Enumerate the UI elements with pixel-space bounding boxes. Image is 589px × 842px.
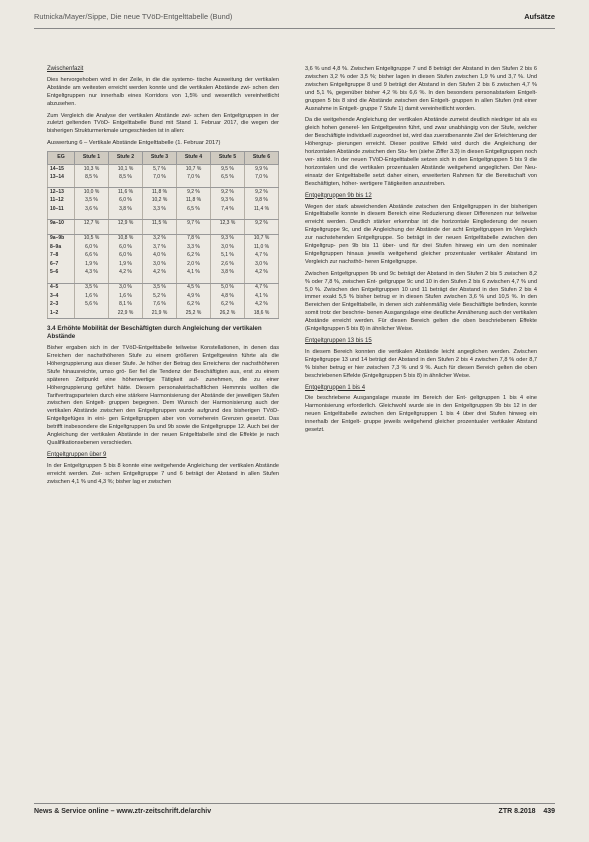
table-cell: 3,0 %: [245, 261, 279, 270]
table-row-label: 12–13: [48, 188, 75, 197]
table-cell: 9,7 %: [177, 220, 211, 229]
table-cell: 6,2 %: [177, 301, 211, 310]
table-cell: 9,3 %: [211, 197, 245, 206]
table-cell: 3,8 %: [211, 269, 245, 278]
table-cell: 11,0 %: [245, 243, 279, 252]
right-paragraph-6: Die beschriebene Ausgangslage musste im Bereich der Ent- geltgruppen 1 bis 4 eine Harmonisierung erforderlich. Gleichwohl wurde sie in den Entgeltgruppen 9b bis 12 in der neuen Entgelttabelle zwischen den Entgeltgruppen 1 bis 4 über drei Stufen hinweg ein innerhalb der Entgelt- gruppe jeweils weitgehend gleicher prozentualer vertikaler Abstand gesetzt.: [305, 395, 537, 434]
table-header-cell: Stufe 2: [109, 152, 143, 165]
table-cell: 4,2 %: [245, 301, 279, 310]
running-title: Rutnicka/Mayer/Sippe, Die neue TVöD-Entgelttabelle (Bund): [34, 12, 233, 21]
table-cell: 7,8 %: [177, 234, 211, 243]
table-cell: 3,0 %: [143, 261, 177, 270]
table-row: [48, 261, 279, 270]
table-cell: 3,0 %: [109, 283, 143, 292]
table-row: [48, 292, 279, 301]
table-cell: 4,7 %: [245, 283, 279, 292]
table-row-label: 9a–9b: [48, 234, 75, 243]
table-row-label: 14–15: [48, 165, 75, 174]
table-cell: 6,5 %: [211, 174, 245, 183]
table-caption: Auswertung 6 – Vertikale Abstände Entgelttabelle (1. Februar 2017): [47, 140, 221, 147]
table-cell: 10,5 %: [75, 234, 109, 243]
table-row: [48, 301, 279, 310]
header-rule: [34, 28, 555, 29]
table-cell: 4,3 %: [75, 269, 109, 278]
table-header-cell: Stufe 6: [245, 152, 279, 165]
table-cell: 5,7 %: [143, 165, 177, 174]
table-cell: 12,7 %: [75, 220, 109, 229]
table-cell: 10,2 %: [143, 197, 177, 206]
table-cell: 9,2 %: [177, 188, 211, 197]
table-row: [48, 220, 279, 229]
table-cell: 6,2 %: [177, 252, 211, 261]
right-paragraph-1: 3,6 % und 4,8 %. Zwischen Entgeltgruppe 7 und 8 beträgt der Abstand in den Stufen 2 bis 6 zwischen 3,2 % oder 3,5 %; bisher lagen in diesen Stufen zwischen 1,9 % und 3,7 %. Und zwischen Entgeltgruppe 8 und 9 beträgt der Abstand in den Stufen 2 bis 6 zwischen 4,7 % und 5,1 %, gegenüber bisher 4,2 % bis 6,6 %. In den besonders personalstarken Entgelt- gruppen 5 bis 8 sind die Abstände zwischen den Entgelt- gruppen in allen Stufen (mit einer Ausnahme in Entgelt- gruppe 7 Stufe 1) damit vereinheitlicht worden.: [305, 66, 537, 112]
table-cell: 1,9 %: [109, 261, 143, 270]
table-cell: 10,8 %: [109, 234, 143, 243]
running-header: [34, 12, 555, 26]
table-cell: 5,1 %: [211, 252, 245, 261]
table-cell: 4,7 %: [245, 252, 279, 261]
table-cell: 5,6 %: [75, 301, 109, 310]
table-cell: 11,4 %: [245, 206, 279, 215]
table-cell: 4,2 %: [143, 269, 177, 278]
table-cell: 12,9 %: [109, 220, 143, 229]
table-cell: 3,5 %: [143, 283, 177, 292]
table-row-label: 7–8: [48, 252, 75, 261]
table-cell: 3,7 %: [143, 243, 177, 252]
table-cell: 9,2 %: [245, 220, 279, 229]
table-cell: 9,5 %: [211, 165, 245, 174]
table-cell: 26,2 %: [211, 309, 245, 318]
table-cell: 6,0 %: [75, 243, 109, 252]
table-cell: 10,7 %: [177, 165, 211, 174]
table-cell: 9,2 %: [245, 188, 279, 197]
table-cell: 7,0 %: [245, 174, 279, 183]
table-row: [48, 197, 279, 206]
table-cell: 11,8 %: [143, 188, 177, 197]
table-cell: 7,0 %: [177, 174, 211, 183]
table-cell: 10,0 %: [75, 188, 109, 197]
table-row: [48, 309, 279, 318]
table-cell: 3,0 %: [211, 243, 245, 252]
table-cell: 10,1 %: [109, 165, 143, 174]
table-cell: [75, 309, 109, 318]
table-cell: 7,0 %: [143, 174, 177, 183]
footer-rule: [34, 803, 555, 804]
table-cell: 10,7 %: [245, 234, 279, 243]
table-cell: 10,3 %: [75, 165, 109, 174]
table-header-cell: EG: [48, 152, 75, 165]
right-subheading-1-4: Entgeltgruppen 1 bis 4: [305, 384, 366, 391]
table-cell: 9,8 %: [245, 197, 279, 206]
section-label: Aufsätze: [524, 12, 555, 21]
footer-archive-link[interactable]: News & Service online – www.ztr-zeitschrift.de/archiv: [34, 808, 212, 815]
table-cell: 18,6 %: [245, 309, 279, 318]
right-paragraph-3: Wegen der stark abweichenden Abstände zwischen den Entgeltgruppen in der bisherigen Entgelttabelle konnte in diesem Bereich eine Reduzierung dieser Differenzen nur teilweise erreicht werden. Deutlich stärker erkennbar ist die horizontale Eingliederung der neuen Entgeltgruppe 9c, und die Angleichung der Abstände der acht Entgeltgruppen im Vergleich zur nachstehenden Entgeltgruppe. So beträgt in der neuen Entgelttabelle zwischen den Entgeltgrup- pen 9b bis 11 über- und für drei Stufen hinweg ein um den nominaler Entgeltgruppen hinaus jeweils weitgehend gleicher prozentualer vertikaler Abstand im Vergleich zur nachsthö- heren Entgeltgruppe.: [305, 203, 537, 265]
left-paragraph-4: In der Entgeltgruppen 5 bis 8 konnte eine weitgehende Angleichung der vertikalen Abstände erreicht werden. Zwi- schen Entgeltgruppe 7 und 6 beträgt der Abstand in allen Stufen zwischen 4,1 % und 4,3 %; bisher lag er zwischen: [47, 462, 279, 485]
table-cell: 4,2 %: [109, 269, 143, 278]
table-body: [48, 165, 279, 319]
footer-issue-number: 8.2018: [514, 808, 536, 815]
table-cell: 3,2 %: [143, 234, 177, 243]
table-cell: 8,5 %: [109, 174, 143, 183]
table-cell: 4,1 %: [245, 292, 279, 301]
table-cell: 11,8 %: [177, 197, 211, 206]
footer-journal: ZTR: [498, 808, 513, 815]
table-header-cell: Stufe 5: [211, 152, 245, 165]
table-cell: 4,8 %: [211, 292, 245, 301]
table-cell: 6,6 %: [75, 252, 109, 261]
table-row-label: 5–6: [48, 269, 75, 278]
table-row: [48, 234, 279, 243]
table-cell: 25,2 %: [177, 309, 211, 318]
right-subheading-13-15: Entgeltgruppen 13 bis 15: [305, 338, 372, 344]
page-number: 439: [543, 808, 555, 815]
table-cell: 8,1 %: [109, 301, 143, 310]
table-row-label: 13–14: [48, 174, 75, 183]
table-cell: 2,6 %: [211, 261, 245, 270]
table-row-label: 9a–10: [48, 220, 75, 229]
table-cell: 6,0 %: [109, 243, 143, 252]
left-paragraph-2: Zum Vergleich die Analyse der vertikalen Abstände zwi- schen den Entgeltgruppen in der zuletzt geltenden TVöD- Entgelttabelle Bund mit Stand 1. Februar 2017, die wegen der bisherigen Strukturmerkmale umgeschieden ist in allen:: [47, 112, 279, 135]
right-paragraph-5: In diesem Bereich konnten die vertikalen Abstände leicht angeglichen werden. Zwischen Entgeltgruppe 13 und 14 beträgt der Abstand in den Stufen 2 bis 4 zwischen 7,8 % oder 8,7 % bisher betrug er hier zwischen 7,3 % und 9 %. Auch für diesen Bereich gelten die oben beschriebenen Effekte (Entgeltgruppen 5 bis 8) in ähnlicher Weise.: [305, 348, 537, 379]
table-header-cell: Stufe 3: [143, 152, 177, 165]
table-cell: 2,0 %: [177, 261, 211, 270]
left-subheading-interim: Zwischenfazit: [47, 66, 84, 72]
table-cell: 7,4 %: [211, 206, 245, 215]
table-cell: 9,9 %: [245, 165, 279, 174]
left-column: [47, 66, 279, 490]
table-cell: 6,2 %: [211, 301, 245, 310]
table-cell: 3,3 %: [143, 206, 177, 215]
table-cell: 5,2 %: [143, 292, 177, 301]
table-cell: 4,1 %: [177, 269, 211, 278]
table-cell: 9,2 %: [211, 188, 245, 197]
page-footer: [34, 808, 555, 815]
section-heading-3-4: 3.4 Erhöhte Mobilität der Beschäftigten durch Angleichung der vertikalen Abstände: [47, 325, 262, 341]
left-subheading-groups: Entgeltgruppen über 9: [47, 451, 107, 458]
table-cell: 5,0 %: [211, 283, 245, 292]
table-cell: 3,6 %: [75, 206, 109, 215]
table-row-label: 8–9a: [48, 243, 75, 252]
vertical-distances-table: [47, 151, 279, 319]
table-cell: 6,0 %: [109, 252, 143, 261]
table-cell: 3,5 %: [75, 197, 109, 206]
table-cell: 3,5 %: [75, 283, 109, 292]
right-subheading-9b-12: Entgeltgruppen 9b bis 12: [305, 192, 372, 199]
right-column: [305, 66, 537, 439]
right-paragraph-4: Zwischen Entgeltgruppen 9b und 9c beträgt der Abstand in den Stufen 2 bis 5 zwischen 8,2 % oder 7,8 %, zwischen Ent- geltgruppe 9c und 10 in den Stufen 2 bis 6 zwischen 4,7 % und 5,0 %. Zwischen den Entgeltgruppen 10 und 11 beträgt der Abstand in den Stufen 2 bis 4 immer exakt 5,5 % bisher betrug er in diesen Stufen zwischen 3,6 % und 10,5 %. In den Bereichen der Entgelttabelle, in denen sich zahlenmäßig viele Beschäftigte befinden, konnte somit trotz der beschrie- benen Ausgangslage eine deutliche Annäherung auch der vertikalen Abstände erreicht werden. Für diesen Bereich gelten die oben beschriebenen Effekte (Entgeltgruppen 5 bis 8) in ähnlicher Weise.: [305, 270, 537, 333]
table-row-label: 10–11: [48, 206, 75, 215]
table-row: [48, 243, 279, 252]
table-cell: 1,6 %: [75, 292, 109, 301]
table-cell: 12,3 %: [211, 220, 245, 229]
table-row-label: 6–7: [48, 261, 75, 270]
table-header-cell: Stufe 4: [177, 152, 211, 165]
table-cell: 21,9 %: [143, 309, 177, 318]
table-row: [48, 165, 279, 174]
table-row: [48, 174, 279, 183]
table-cell: 11,5 %: [143, 220, 177, 229]
table-row: [48, 269, 279, 278]
table-cell: 3,3 %: [177, 243, 211, 252]
table-row: [48, 206, 279, 215]
table-row-label: 2–3: [48, 301, 75, 310]
right-paragraph-2: Da die weitgehende Angleichung der vertikalen Abstände zumeist deutlich niedriger ist als es gleich hohen generel- len Entgeltgewinn führt, und zwar unabhängig von der Stufe, welcher der Beschäftigte individuell zugeordnet ist, wird das zuerstbenannte Ziel der Erleichterung der Höhergrup- pierungen erreicht. Dieser positive Effekt wird durch die Angleichung der horizontalen Abstände zwischen den Stu- fen (siehe Ziffer 3.3) in diesen Entgeltgruppen noch ver- stärkt. In der neuen TVöD-Entgelttabelle setzen sich in den Entgeltgruppen 5 bis 9 die horizontalen und die vertikalen prozentualen Abstände weitgehend angeglichen. Der Neu- einsatz der Entgelttabelle setzt daher einen, erweiterten Rahmen für die Bereitschaft von Beschäftigten, höher- wertigere Tätigkeiten anzustreben.: [305, 117, 537, 187]
table-row-label: 11–12: [48, 197, 75, 206]
table-row-label: 4–5: [48, 283, 75, 292]
table-cell: 4,2 %: [245, 269, 279, 278]
table-cell: 9,3 %: [211, 234, 245, 243]
table-row-label: 1–2: [48, 309, 75, 318]
table-cell: 7,6 %: [143, 301, 177, 310]
table-cell: 3,8 %: [109, 206, 143, 215]
table-row: [48, 188, 279, 197]
table-header-row: [48, 152, 279, 165]
left-paragraph-1: Dies hervorgehoben wird in der Zeile, in die die systemo- tische Ausweitung der vertikalen Abstände am weitesten erreicht werden konnte und die vertikalen Abstände zwi- schen den Entgeltgruppen nur innerhalb eines Korridors von 1,5% und wesentlich vereinheitlicht abzusehen.: [47, 76, 279, 107]
table-cell: 6,5 %: [177, 206, 211, 215]
table-cell: 4,0 %: [143, 252, 177, 261]
table-row-label: 3–4: [48, 292, 75, 301]
left-paragraph-3: Bisher ergaben sich in der TVöD-Entgelttabelle teilweise Konstellationen, in denen das Erreichen der nachsthöheren Stufe zu einem größeren Entgeltgewinn führte als die Höhergruppierung aus dieser Stufe. Je höher der Betrag des Erreichens der nachsthöheren Stufe hinausreichte, umso grö- ßer fiel die Tendenz der Beschäftigten aus, erst zu einem späteren Zeitpunkt eine höherwertige Tätigkeit auf- zunehmen, die zu einer Höhergruppierung geführt hätte. Diesem personalwirtschaftlichen Hemmnis wollten die Tarifvertragsparteien durch eine stärkere Harmonisierung der Abstände der jeweiligen Stufen zwischen den Entgelt- gruppen begegnen. Dem Wunsch der Harmonisierung auch der vertikalen Abstände zwischen den Entgeltgruppen wurde aufgrund des bisherigen TVöD-Entgeltgefüges in eini- gen Entgeltgruppen aber von vorneherein Grenzen gesetzt. Das betrifft insbesondere die Entgeltgruppen 9a und 9b sowie die Entgeltgruppe 12. Auch bei der Angleichung der vertikalen Abstände in der neuen Entgelttabelle sind die Effekte je nach Qualifikationsebenen verschieden.: [47, 345, 279, 446]
table-cell: 1,9 %: [75, 261, 109, 270]
table-row: [48, 283, 279, 292]
table-header-cell: Stufe 1: [75, 152, 109, 165]
table-cell: 4,9 %: [177, 292, 211, 301]
footer-issue: [499, 808, 555, 815]
table-cell: 4,5 %: [177, 283, 211, 292]
table-row: [48, 252, 279, 261]
table-cell: 11,6 %: [109, 188, 143, 197]
table-cell: 1,6 %: [109, 292, 143, 301]
table-cell: 6,0 %: [109, 197, 143, 206]
table-cell: 8,5 %: [75, 174, 109, 183]
table-cell: 22,9 %: [109, 309, 143, 318]
